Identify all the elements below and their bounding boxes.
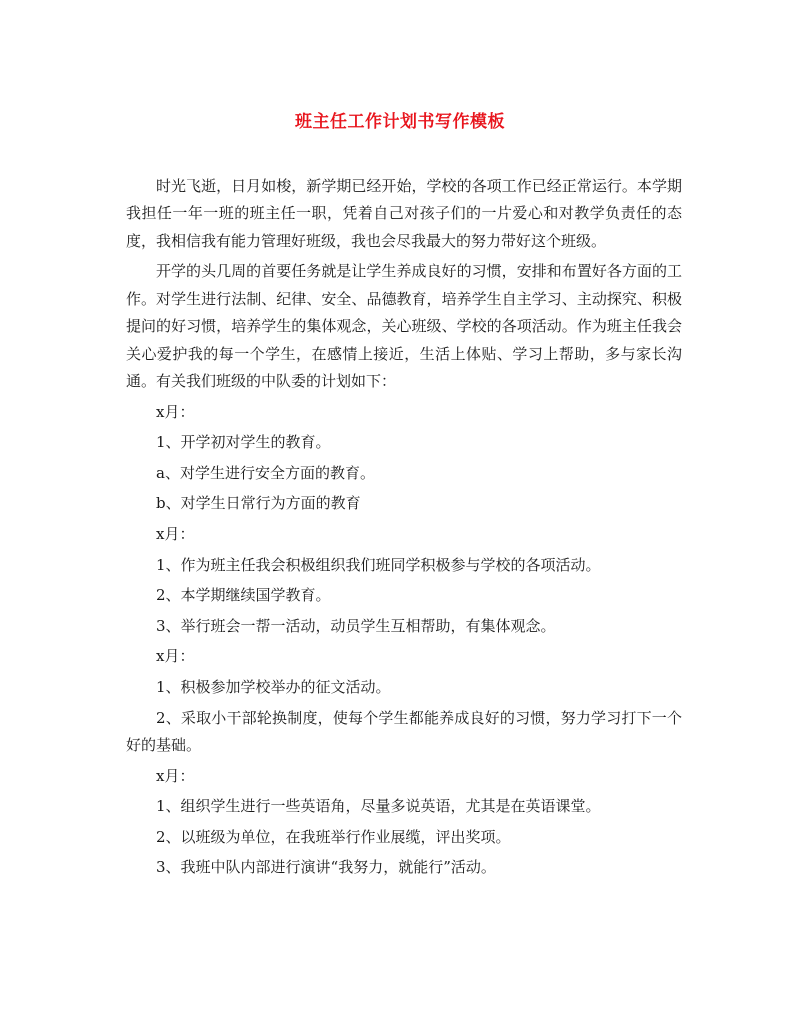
- list-item: 1、作为班主任我会积极组织我们班同学积极参与学校的各项活动。: [156, 555, 601, 574]
- list-item: 2、以班级为单位，在我班举行作业展缆，评出奖项。: [156, 827, 511, 846]
- list-item: b、对学生日常行为方面的教育: [156, 494, 361, 513]
- document-title: 班主任工作计划书写作模板: [295, 112, 505, 132]
- list-item: 1、开学初对学生的教育。: [156, 433, 331, 452]
- list-item: 3、举行班会一帮一活动，动员学生互相帮助，有集体观念。: [156, 616, 556, 635]
- month-heading: x月：: [156, 402, 195, 421]
- month-heading: x月：: [156, 766, 195, 785]
- list-item: a、对学生进行安全方面的教育。: [156, 463, 375, 482]
- intro-paragraph: 开学的头几周的首要任务就是让学生养成良好的习惯，安排和布置好各方面的工作。对学生进行法制、纪律、安全、品德教育，培养学生自主学习、主动探究、积极提问的好习惯，培养学生的集体观念，关心班级、学校的各项活动。作为班主任我会关心爱护我的每一个学生，在感情上接近，生活上体贴、学习上帮助，多与家长沟通。有关我们班级的中队委的计划如下：: [126, 262, 682, 391]
- list-item: 1、积极参加学校举办的征文活动。: [156, 677, 391, 696]
- list-item: 3、我班中队内部进行演讲“我努力，就能行”活动。: [156, 858, 496, 877]
- month-heading: x月：: [156, 647, 195, 666]
- list-item: 2、采取小干部轮换制度，使每个学生都能养成良好的习惯，努力学习打下一个好的基础。: [126, 708, 682, 754]
- intro-paragraph: 时光飞逝，日月如梭，新学期已经开始，学校的各项工作已经正常运行。本学期我担任一年一班的班主任一职，凭着自己对孩子们的一片爱心和对教学负责任的态度，我相信我有能力管理好班级，我也会尽我最大的努力带好这个班级。: [126, 177, 682, 250]
- document-body: [126, 173, 682, 882]
- list-item: 1、组织学生进行一些英语角，尽量多说英语，尤其是在英语课堂。: [156, 797, 601, 816]
- month-heading: x月：: [156, 525, 195, 543]
- list-item: 2、本学期继续国学教育。: [156, 586, 331, 605]
